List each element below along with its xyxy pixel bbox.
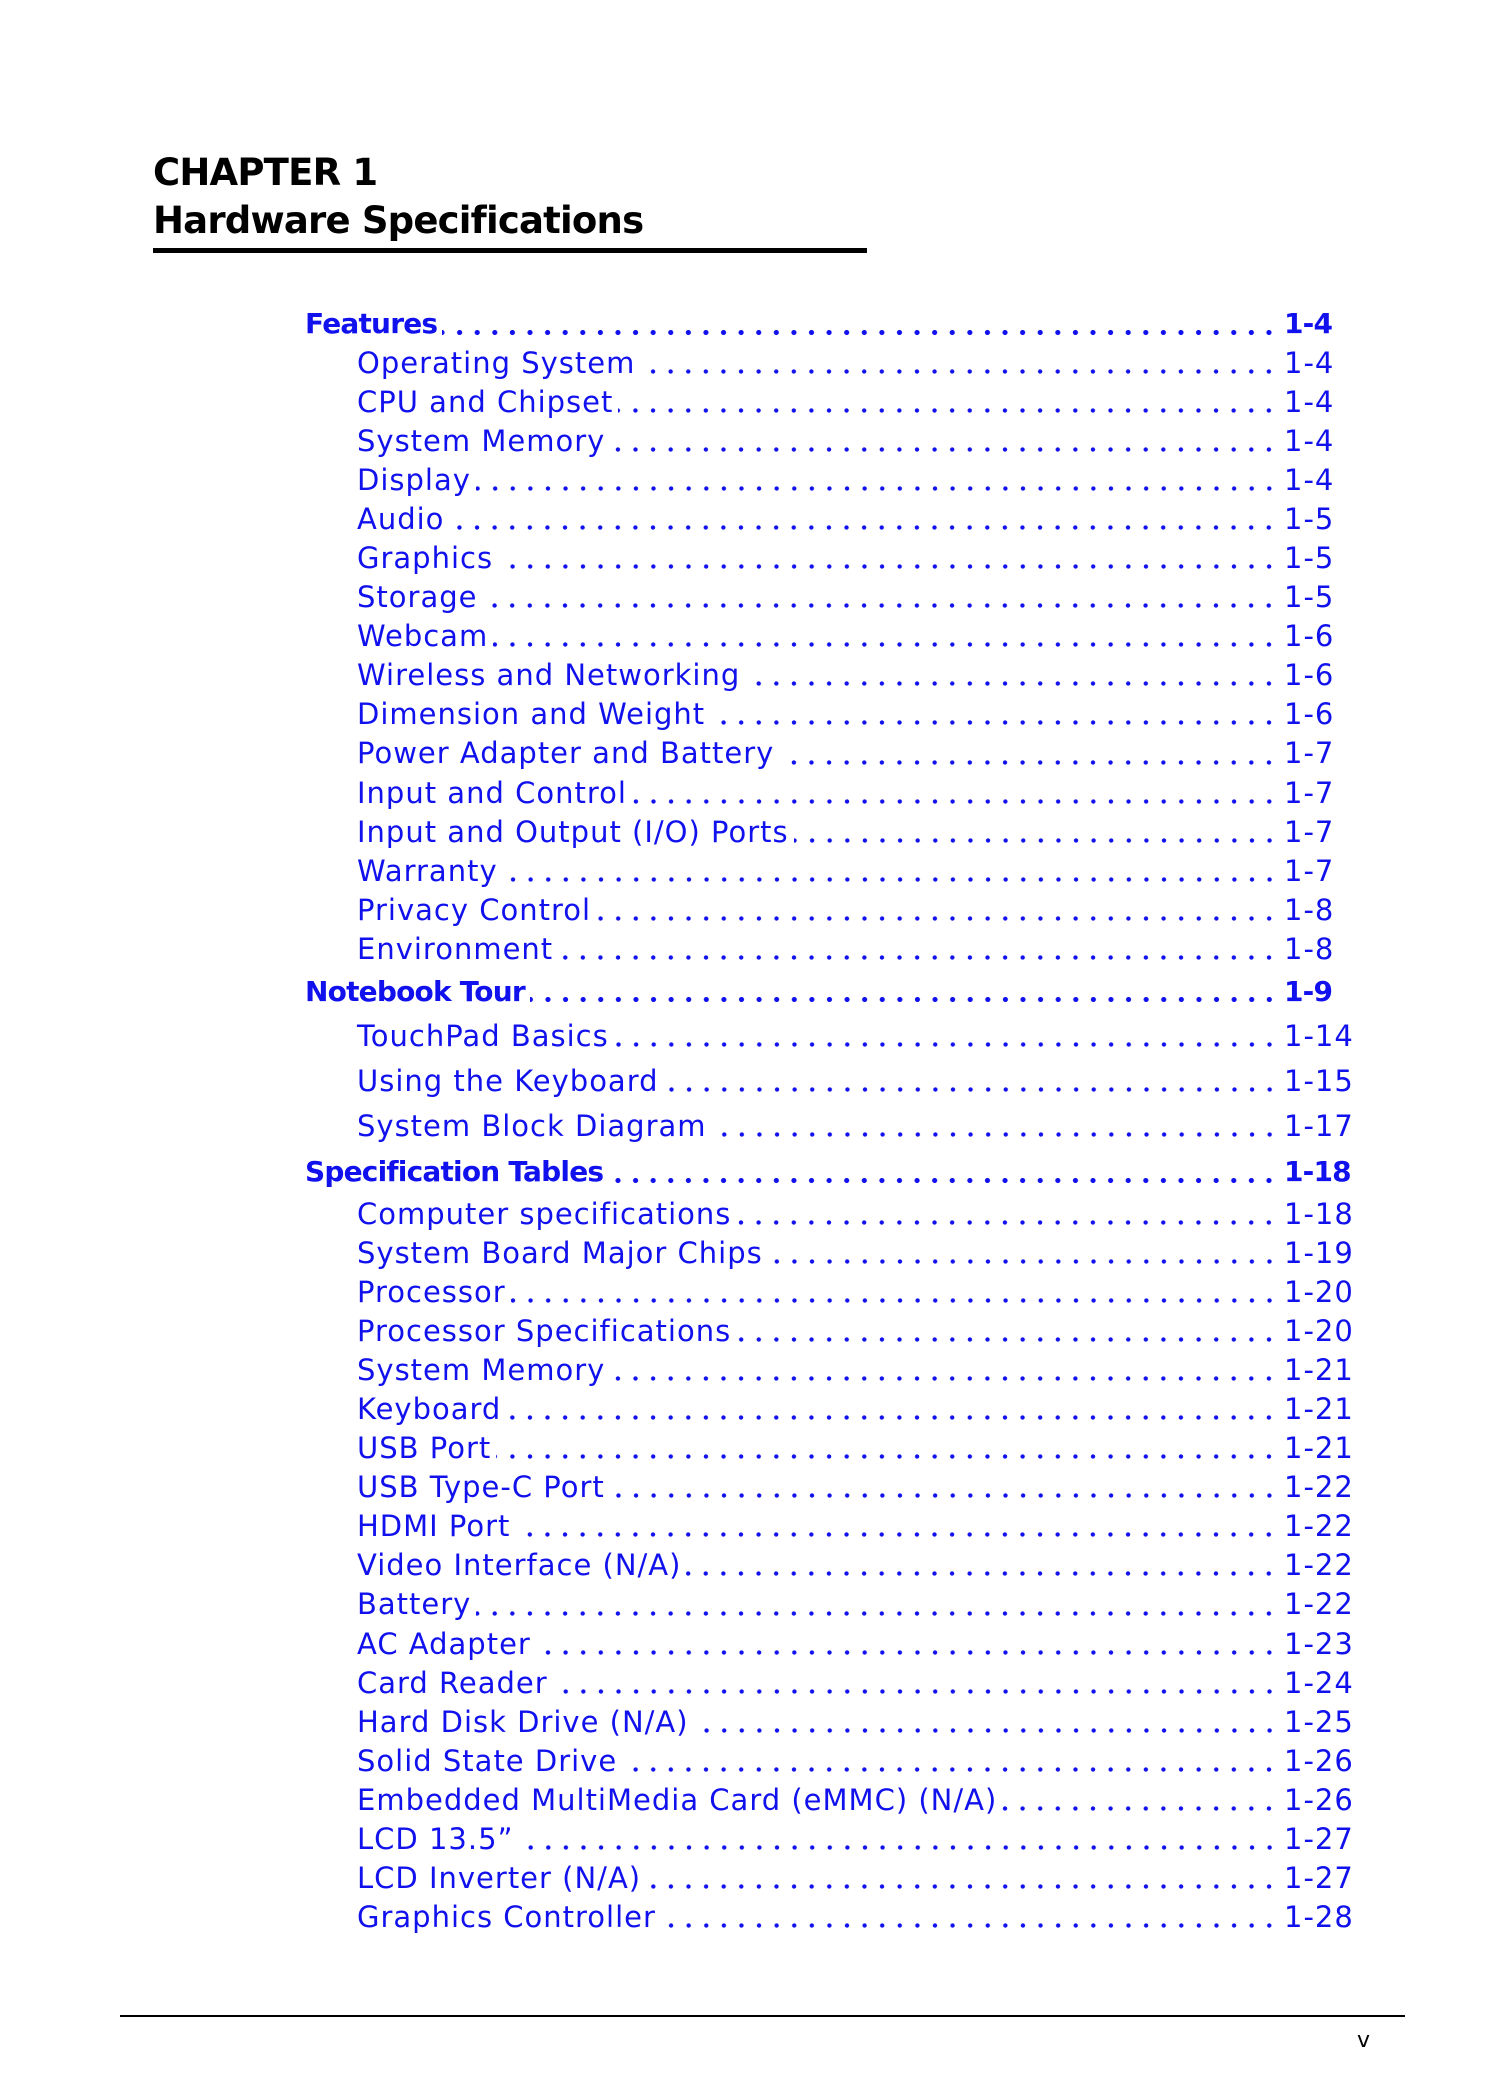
dot-leader xyxy=(514,1820,1278,1859)
entry-page-number: 1-4 xyxy=(1284,307,1333,341)
dot-leader xyxy=(613,383,1278,422)
dot-leader xyxy=(774,734,1278,773)
toc-entry[interactable] xyxy=(305,422,1405,461)
toc-entry[interactable] xyxy=(305,1507,1405,1546)
toc-entry[interactable] xyxy=(305,1429,1405,1468)
entry-label: Solid State Drive xyxy=(357,1743,618,1778)
entry-page-number: 1-22 xyxy=(1284,1509,1354,1544)
entry-page-number: 1-23 xyxy=(1284,1626,1354,1661)
dot-leader xyxy=(659,1062,1278,1101)
toc-heading-entry[interactable] xyxy=(305,969,1405,1014)
entry-label: Keyboard xyxy=(357,1391,502,1426)
entry-page-number: 1-7 xyxy=(1284,853,1335,888)
dot-leader xyxy=(789,813,1278,852)
entry-label: Video Interface (N/A) xyxy=(357,1548,682,1583)
entry-page-number: 1-22 xyxy=(1284,1548,1354,1583)
toc-entry[interactable] xyxy=(305,813,1405,852)
table-of-contents xyxy=(305,304,1405,1937)
dot-leader xyxy=(635,344,1278,383)
toc-heading-entry[interactable] xyxy=(305,1149,1405,1194)
entry-label: Using the Keyboard xyxy=(357,1064,659,1099)
entry-page-number: 1-25 xyxy=(1284,1704,1354,1739)
dot-leader xyxy=(591,891,1278,930)
toc-entry[interactable] xyxy=(305,1781,1405,1820)
dot-leader xyxy=(493,539,1278,578)
entry-label: TouchPad Basics xyxy=(357,1019,609,1054)
toc-heading-entry[interactable] xyxy=(305,304,1405,343)
toc-entry[interactable] xyxy=(305,1104,1405,1149)
dot-leader xyxy=(605,1351,1278,1390)
dot-leader xyxy=(707,1107,1278,1146)
dot-leader xyxy=(627,774,1278,813)
entry-label: Input and Control xyxy=(357,775,627,810)
entry-label: Specification Tables xyxy=(305,1155,604,1189)
entry-label: Webcam xyxy=(357,619,489,654)
toc-entry[interactable] xyxy=(305,1234,1405,1273)
dot-leader xyxy=(763,1234,1278,1273)
toc-entry[interactable] xyxy=(305,734,1405,773)
footer-rule xyxy=(120,2015,1405,2017)
toc-entry[interactable] xyxy=(305,1546,1405,1585)
dot-leader xyxy=(491,1429,1278,1468)
dot-leader xyxy=(641,1859,1278,1898)
entry-page-number: 1-8 xyxy=(1284,892,1335,927)
toc-entry[interactable] xyxy=(305,1195,1405,1234)
entry-page-number: 1-21 xyxy=(1284,1431,1354,1466)
chapter-heading xyxy=(153,149,643,245)
page-number: v xyxy=(1357,2028,1371,2053)
toc-section-notebook-tour xyxy=(305,969,1405,1149)
entry-page-number: 1-21 xyxy=(1284,1352,1354,1387)
entry-page-number: 1-7 xyxy=(1284,814,1335,849)
entry-page-number: 1-20 xyxy=(1284,1274,1354,1309)
toc-entry[interactable] xyxy=(305,1351,1405,1390)
dot-leader xyxy=(609,1017,1278,1056)
toc-entry[interactable] xyxy=(305,383,1405,422)
dot-leader xyxy=(997,1781,1278,1820)
entry-page-number: 1-7 xyxy=(1284,775,1335,810)
entry-page-number: 1-26 xyxy=(1284,1743,1354,1778)
entry-page-number: 1-27 xyxy=(1284,1822,1354,1856)
entry-label: Privacy Control xyxy=(357,892,592,927)
toc-entry[interactable] xyxy=(305,1312,1405,1351)
entry-label: LCD 13.5” xyxy=(357,1822,514,1856)
entry-label: AC Adapter xyxy=(357,1626,531,1661)
entry-label: Graphics xyxy=(357,541,494,575)
dot-leader xyxy=(437,304,1278,343)
toc-entry[interactable] xyxy=(305,891,1405,930)
dot-leader xyxy=(656,1898,1278,1937)
toc-entry[interactable] xyxy=(305,461,1405,500)
entry-page-number: 1-17 xyxy=(1284,1109,1354,1144)
entry-page-number: 1-22 xyxy=(1284,1470,1354,1505)
dot-leader xyxy=(689,1703,1278,1742)
dot-leader xyxy=(444,500,1278,539)
entry-label: LCD Inverter (N/A) xyxy=(357,1861,642,1896)
entry-page-number: 1-22 xyxy=(1284,1587,1354,1622)
dot-leader xyxy=(471,461,1278,500)
toc-entry[interactable] xyxy=(305,695,1405,734)
entry-label: Dimension and Weight xyxy=(357,697,706,732)
entry-label: Input and Output (I/O) Ports xyxy=(357,814,789,849)
toc-entry[interactable] xyxy=(305,1059,1405,1104)
entry-page-number: 1-7 xyxy=(1284,736,1335,771)
toc-entry[interactable] xyxy=(305,852,1405,891)
toc-entry[interactable] xyxy=(305,656,1405,695)
dot-leader xyxy=(605,1468,1278,1507)
toc-entry[interactable] xyxy=(305,539,1405,578)
toc-entry[interactable] xyxy=(305,1703,1405,1742)
entry-label: CPU and Chipset xyxy=(357,384,614,419)
entry-label: Embedded MultiMedia Card (eMMC) (N/A) xyxy=(357,1782,998,1817)
toc-entry[interactable] xyxy=(305,1664,1405,1703)
dot-leader xyxy=(506,1273,1278,1312)
entry-label: System Memory xyxy=(357,1352,606,1387)
entry-page-number: 1-4 xyxy=(1284,384,1335,419)
toc-entry[interactable] xyxy=(305,1742,1405,1781)
dot-leader xyxy=(510,1507,1278,1546)
dot-leader xyxy=(705,695,1278,734)
dot-leader xyxy=(525,972,1278,1011)
entry-page-number: 1-6 xyxy=(1284,697,1335,732)
entry-page-number: 1-20 xyxy=(1284,1313,1354,1348)
entry-page-number: 1-9 xyxy=(1284,975,1333,1009)
entry-page-number: 1-6 xyxy=(1284,658,1335,693)
dot-leader xyxy=(471,1585,1278,1624)
entry-label: Computer specifications xyxy=(357,1196,732,1231)
entry-label: HDMI Port xyxy=(357,1509,511,1544)
toc-entry[interactable] xyxy=(305,1898,1405,1937)
entry-page-number: 1-8 xyxy=(1284,931,1335,966)
entry-label: Battery xyxy=(357,1587,472,1622)
toc-entry[interactable] xyxy=(305,617,1405,656)
dot-leader xyxy=(488,617,1278,656)
dot-leader xyxy=(605,422,1278,461)
toc-entry[interactable] xyxy=(305,1585,1405,1624)
chapter-title: Hardware Specifications xyxy=(153,199,644,242)
entry-page-number: 1-21 xyxy=(1284,1391,1354,1426)
entry-label: Environment xyxy=(357,931,554,966)
entry-page-number: 1-5 xyxy=(1284,501,1335,536)
toc-section-specification-tables xyxy=(305,1149,1405,1937)
dot-leader xyxy=(731,1195,1278,1234)
toc-entry[interactable] xyxy=(305,500,1405,539)
entry-label: Card Reader xyxy=(357,1665,548,1700)
entry-label: System Memory xyxy=(357,423,606,458)
entry-label: Power Adapter and Battery xyxy=(357,736,775,771)
dot-leader xyxy=(501,1390,1278,1429)
toc-entry[interactable] xyxy=(305,930,1405,969)
entry-label: Notebook Tour xyxy=(305,975,525,1009)
entry-page-number: 1-18 xyxy=(1284,1196,1354,1231)
toc-entry[interactable] xyxy=(305,1014,1405,1059)
entry-label: Features xyxy=(305,307,438,341)
entry-page-number: 1-24 xyxy=(1284,1665,1354,1700)
dot-leader xyxy=(531,1625,1278,1664)
entry-label: Warranty xyxy=(357,853,498,888)
entry-label: System Board Major Chips xyxy=(357,1235,763,1270)
entry-label: Audio xyxy=(357,501,445,536)
entry-label: Operating System xyxy=(357,345,636,380)
entry-label: Processor xyxy=(357,1274,506,1309)
entry-page-number: 1-5 xyxy=(1284,580,1335,615)
entry-label: USB Port xyxy=(357,1431,492,1466)
entry-label: Display xyxy=(357,462,471,497)
entry-page-number: 1-4 xyxy=(1284,462,1335,497)
toc-section-features xyxy=(305,304,1405,969)
entry-page-number: 1-4 xyxy=(1284,345,1335,380)
toc-entry[interactable] xyxy=(305,1625,1405,1664)
toc-entry[interactable] xyxy=(305,1468,1405,1507)
entry-label: Wireless and Networking xyxy=(357,658,741,693)
toc-entry[interactable] xyxy=(305,1859,1405,1898)
toc-entry[interactable] xyxy=(305,578,1405,617)
toc-entry[interactable] xyxy=(305,344,1405,383)
entry-label: System Block Diagram xyxy=(357,1109,707,1144)
dot-leader xyxy=(681,1546,1278,1585)
dot-leader xyxy=(617,1742,1278,1781)
entry-label: Processor Specifications xyxy=(357,1313,732,1348)
dot-leader xyxy=(553,930,1278,969)
entry-page-number: 1-27 xyxy=(1284,1861,1354,1896)
dot-leader xyxy=(498,852,1278,891)
entry-page-number: 1-26 xyxy=(1284,1782,1354,1817)
dot-leader xyxy=(740,656,1278,695)
entry-label: Hard Disk Drive (N/A) xyxy=(357,1704,689,1739)
toc-entry[interactable] xyxy=(305,1273,1405,1312)
chapter-number: CHAPTER 1 xyxy=(153,151,378,194)
entry-label: Graphics Controller xyxy=(357,1900,656,1935)
dot-leader xyxy=(603,1152,1278,1191)
entry-label: Storage xyxy=(357,580,478,615)
entry-page-number: 1-18 xyxy=(1284,1155,1351,1189)
entry-page-number: 1-4 xyxy=(1284,423,1335,458)
entry-page-number: 1-28 xyxy=(1284,1900,1354,1935)
toc-entry[interactable] xyxy=(305,1390,1405,1429)
entry-page-number: 1-5 xyxy=(1284,541,1335,575)
dot-leader xyxy=(548,1664,1278,1703)
chapter-rule xyxy=(153,248,867,253)
toc-entry[interactable] xyxy=(305,774,1405,813)
toc-entry[interactable] xyxy=(305,1820,1405,1859)
entry-label: USB Type-C Port xyxy=(357,1470,605,1505)
entry-page-number: 1-6 xyxy=(1284,619,1335,654)
dot-leader xyxy=(477,578,1278,617)
entry-page-number: 1-14 xyxy=(1284,1019,1354,1054)
entry-page-number: 1-19 xyxy=(1284,1235,1354,1270)
entry-page-number: 1-15 xyxy=(1284,1064,1354,1099)
dot-leader xyxy=(731,1312,1278,1351)
